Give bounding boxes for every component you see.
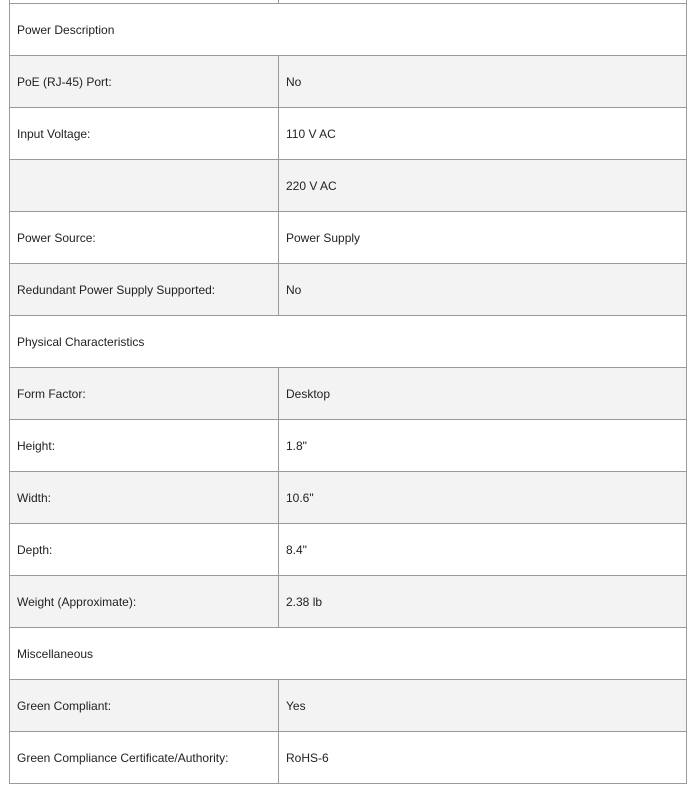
section-header-physical-characteristics: [10, 316, 687, 368]
spec-value: Yes: [279, 680, 687, 732]
table-row: [10, 420, 687, 472]
spec-label: Height:: [10, 420, 279, 472]
section-header-power-description: [10, 4, 687, 56]
table-row: [10, 212, 687, 264]
spec-value: 10.6": [279, 472, 687, 524]
table-row: [10, 108, 687, 160]
spec-label: Input Voltage:: [10, 108, 279, 160]
spec-label: Depth:: [10, 524, 279, 576]
spec-label: Width:: [10, 472, 279, 524]
spec-value: 2.38 lb: [279, 576, 687, 628]
spec-label: PoE (RJ-45) Port:: [10, 56, 279, 108]
spec-value: No: [279, 56, 687, 108]
section-title: Power Description: [10, 4, 687, 56]
specifications-table: [9, 0, 687, 784]
spec-value: Power Supply: [279, 212, 687, 264]
section-title: Physical Characteristics: [10, 316, 687, 368]
table-row: [10, 368, 687, 420]
table-row: [10, 732, 687, 784]
table-row: [10, 576, 687, 628]
section-title: Miscellaneous: [10, 628, 687, 680]
spec-label: Form Factor:: [10, 368, 279, 420]
spec-label: Green Compliance Certificate/Authority:: [10, 732, 279, 784]
table-row: [10, 680, 687, 732]
table-row: [10, 264, 687, 316]
spec-value: No: [279, 264, 687, 316]
table-row: [10, 472, 687, 524]
spec-value: RoHS-6: [279, 732, 687, 784]
table-row: [10, 56, 687, 108]
spec-value: 8.4": [279, 524, 687, 576]
section-header-miscellaneous: [10, 628, 687, 680]
spec-label: Green Compliant:: [10, 680, 279, 732]
spec-value: 220 V AC: [279, 160, 687, 212]
table-row: [10, 524, 687, 576]
spec-value: 110 V AC: [279, 108, 687, 160]
spec-label: Weight (Approximate):: [10, 576, 279, 628]
table-row: [10, 160, 687, 212]
spec-label: [10, 160, 279, 212]
spec-value: 1.8": [279, 420, 687, 472]
spec-value: Desktop: [279, 368, 687, 420]
spec-label: Power Source:: [10, 212, 279, 264]
spec-label: Redundant Power Supply Supported:: [10, 264, 279, 316]
